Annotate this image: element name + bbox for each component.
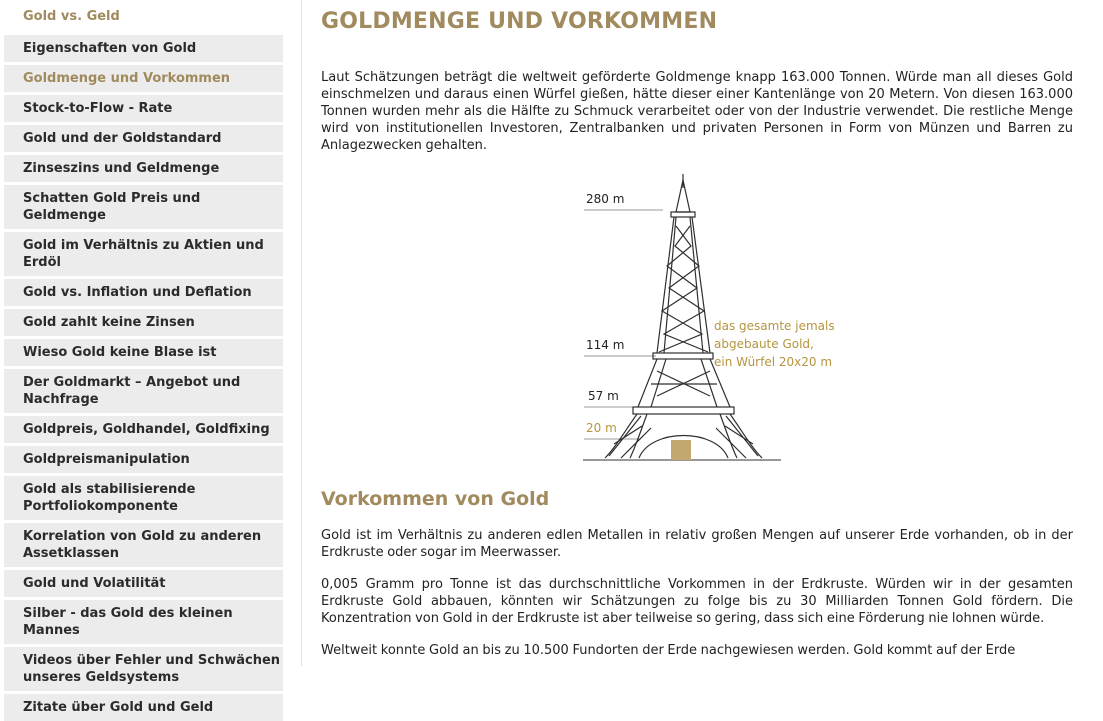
sidebar-item[interactable]: Schatten Gold Preis und Geldmenge	[4, 185, 283, 229]
sidebar-item[interactable]: Zinseszins und Geldmenge	[4, 155, 283, 182]
gold-cube-caption	[714, 317, 835, 371]
sidebar-item[interactable]: Videos über Fehler und Schwächen unseres Geldsystems	[4, 647, 283, 691]
sidebar	[0, 0, 302, 715]
nav-list	[0, 0, 301, 721]
label-57m: 57 m	[588, 389, 619, 403]
label-20m: 20 m	[586, 421, 617, 435]
page-title: GOLDMENGE UND VORKOMMEN	[321, 9, 718, 34]
sidebar-item[interactable]: Stock-to-Flow - Rate	[4, 95, 283, 122]
caption-line-2: abgebaute Gold,	[714, 337, 814, 351]
sidebar-item[interactable]: Gold und der Goldstandard	[4, 125, 283, 152]
sidebar-item[interactable]: Der Goldmarkt – Angebot und Nachfrage	[4, 369, 283, 413]
caption-line-3: ein Würfel 20x20 m	[714, 355, 833, 369]
sidebar-item[interactable]: Gold als stabilisierende Portfoliokomponente	[4, 476, 283, 520]
sidebar-item[interactable]: Goldmenge und Vorkommen	[4, 65, 283, 92]
sidebar-item[interactable]: Wieso Gold keine Blase ist	[4, 339, 283, 366]
caption-line-1: das gesamte jemals	[714, 319, 835, 333]
label-114m: 114 m	[586, 338, 625, 352]
sidebar-item[interactable]: Gold zahlt keine Zinsen	[4, 309, 283, 336]
section-title: Vorkommen von Gold	[321, 488, 550, 510]
sidebar-item[interactable]: Gold vs. Inflation und Deflation	[4, 279, 283, 306]
sidebar-item[interactable]: Eigenschaften von Gold	[4, 35, 283, 62]
sidebar-item[interactable]: Korrelation von Gold zu anderen Assetklassen	[4, 523, 283, 567]
sidebar-item[interactable]: Goldpreis, Goldhandel, Goldfixing	[4, 416, 283, 443]
intro-paragraph: Laut Schätzungen beträgt die weltweit geförderte Goldmenge knapp 163.000 Tonnen. Würde man all dieses Gold einschmelzen und daraus einen Würfel gießen, hätte dieser einer Kantenlänge von 20 Metern. Von diesen 163.000 Tonnen wurden mehr als die Hälfte zu Schmuck verarbeitet oder von der Industrie verwendet. Die restliche Menge wird von institutionellen Investoren, Zentralbanken und privaten Personen in Form von Münzen und Barren zu Anlagezwecken gehalten.	[321, 70, 1073, 153]
eiffel-tower-illustration	[321, 166, 1073, 466]
sidebar-item[interactable]: Zitate über Gold und Geld	[4, 694, 283, 721]
label-280m: 280 m	[586, 192, 625, 206]
eiffel-tower-comparison-figure	[321, 166, 1073, 466]
body-paragraph: 0,005 Gramm pro Tonne ist das durchschnittliche Vorkommen in der Erdkruste. Würden wir in der gesamten Erdkruste Gold abbauen, könnten wir Schätzungen zu folge bis zu 30 Milliarden Tonnen Gold fördern. Die Konzentration von Gold in der Erdkruste ist aber teilweise so gering, dass sich eine Förderung nie lohnen würde.	[321, 577, 1073, 626]
sidebar-item[interactable]: Gold im Verhältnis zu Aktien und Erdöl	[4, 232, 283, 276]
body-paragraph: Weltweit konnte Gold an bis zu 10.500 Fundorten der Erde nachgewiesen werden. Gold kommt auf der Erde	[321, 643, 1016, 658]
sidebar-item[interactable]: Gold vs. Geld	[23, 9, 120, 24]
sidebar-item[interactable]: Gold und Volatilität	[4, 570, 283, 597]
sidebar-item[interactable]: Goldpreismanipulation	[4, 446, 283, 473]
body-paragraph: Gold ist im Verhältnis zu anderen edlen Metallen in relativ großen Mengen auf unserer Erde vorhanden, ob in der Erdkruste oder sogar im Meerwasser.	[321, 528, 1073, 560]
sidebar-item[interactable]: Silber - das Gold des kleinen Mannes	[4, 600, 283, 644]
gold-cube	[671, 440, 691, 460]
main-content	[321, 0, 1073, 659]
